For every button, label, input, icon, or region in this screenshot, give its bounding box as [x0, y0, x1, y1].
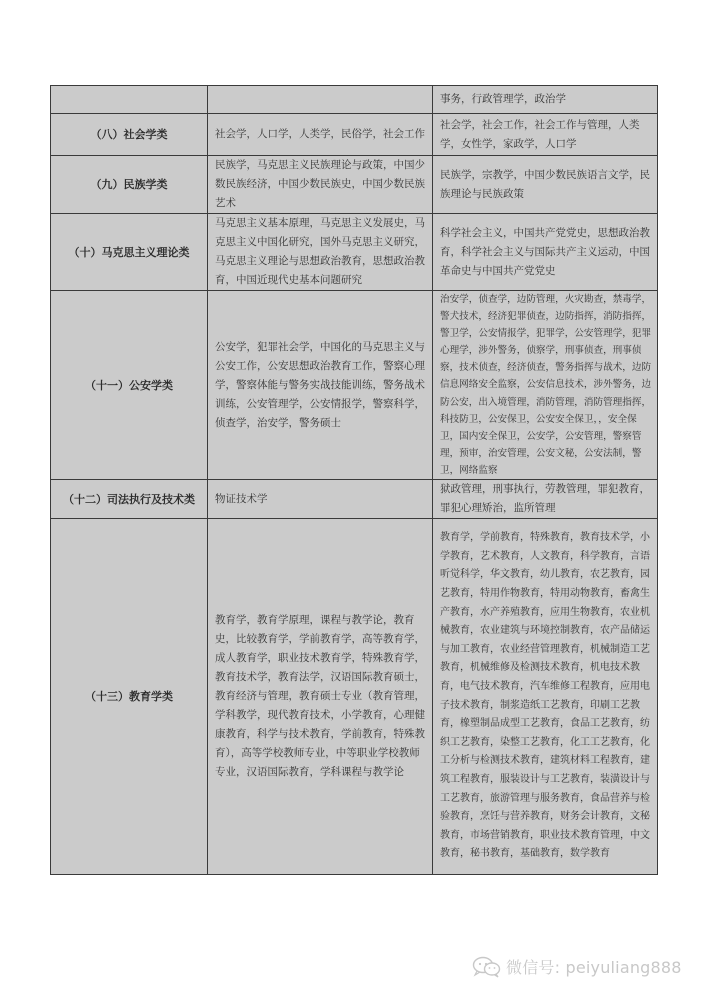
- table-row: [51, 86, 658, 114]
- table-row: [51, 214, 658, 291]
- related-majors-cell: 教育学，学前教育，特殊教育，教育技术学，小学教育，艺术教育，人文教育，科学教育，言语听觉科学，华文教育，幼儿教育，农艺教育，园艺教育，特用作物教育，特用动物教育，畜禽生产教育，水产养殖教育，应用生物教育，农业机械教育，农业建筑与环境控制教育，农产品储运与加工教育，农业经营管理教育，机械制造工艺教育，机械维修及检测技术教育，机电技术教育，电气技术教育，汽车维修工程教育，应用电子技术教育，制浆造纸工艺教育，印刷工艺教育，橡塑制品成型工艺教育，食品工艺教育，纺织工艺教育，染整工艺教育，化工工艺教育，化工分析与检测技术教育，建筑材料工程教育，建筑工程教育，服装设计与工艺教育，装潢设计与工艺教育，旅游管理与服务教育，食品营养与检验教育，烹饪与营养教育，财务会计教育，文秘教育，市场营销教育，职业技术教育管理，中文教育，秘书教育，基础教育，数学教育: [433, 519, 658, 875]
- undergrad-majors-cell: [208, 86, 433, 114]
- majors-table: [50, 85, 658, 875]
- table-row: [51, 480, 658, 519]
- category-cell: （十二）司法执行及技术类: [51, 480, 208, 519]
- watermark-text: 微信号: peiyuliang888: [506, 958, 682, 977]
- undergrad-majors-cell: 物证技术学: [208, 480, 433, 519]
- undergrad-majors-cell: 公安学，犯罪社会学，中国化的马克思主义与公安工作，公安思想政治教育工作，警察心理学，警察体能与警务实战技能训练，警务战术训练，公安管理学，公安情报学，警察科学，侦查学，治安学，警务硕士: [208, 291, 433, 480]
- undergrad-majors-cell: 马克思主义基本原理，马克思主义发展史，马克思主义中国化研究，国外马克思主义研究，马克思主义理论与思想政治教育，思想政治教育，中国近现代史基本问题研究: [208, 214, 433, 291]
- category-cell: （十）马克思主义理论类: [51, 214, 208, 291]
- category-cell: [51, 86, 208, 114]
- table-row: [51, 291, 658, 480]
- category-cell: （九）民族学类: [51, 156, 208, 214]
- undergrad-majors-cell: 教育学，教育学原理，课程与教学论，教育史，比较教育学，学前教育学，高等教育学，成人教育学，职业技术教育学，特殊教育学，教育技术学，教育法学，汉语国际教育硕士，教育经济与管理，教育硕士专业（教育管理，学科教学，现代教育技术，小学教育，心理健康教育，科学与技术教育，学前教育，特殊教育），高等学校教师专业，中等职业学校教师专业，汉语国际教育，学科课程与教学论: [208, 519, 433, 875]
- related-majors-cell: 科学社会主义，中国共产党党史，思想政治教育，科学社会主义与国际共产主义运动，中国革命史与中国共产党党史: [433, 214, 658, 291]
- wechat-icon: [472, 956, 502, 978]
- category-cell: （十三）教育学类: [51, 519, 208, 875]
- related-majors-cell: 治安学，侦查学，边防管理，火灾勘查，禁毒学，警犬技术，经济犯罪侦查，边防指挥，消防指挥，警卫学，公安情报学，犯罪学，公安管理学，犯罪心理学，涉外警务，侦察学，刑事侦查，刑事侦察，技术侦查，经济侦查，警务指挥与战术，边防信息网络安全监察，公安信息技术，涉外警务，边防公安，出入境管理，消防管理，消防管理指挥，科技防卫，公安保卫，公安安全保卫，，安全保卫，国内安全保卫，公安学，公安管理，警察管理，预审，治安管理，公安文秘，公安法制，警卫，网络监察: [433, 291, 658, 480]
- table-row: [51, 156, 658, 214]
- category-cell: （八）社会学类: [51, 114, 208, 156]
- related-majors-cell: 社会学，社会工作，社会工作与管理，人类学，女性学，家政学，人口学: [433, 114, 658, 156]
- undergrad-majors-cell: 社会学，人口学，人类学，民俗学，社会工作: [208, 114, 433, 156]
- related-majors-cell: 狱政管理，刑事执行，劳教管理，罪犯教育，罪犯心理矫治，监所管理: [433, 480, 658, 519]
- category-cell: （十一）公安学类: [51, 291, 208, 480]
- related-majors-cell: 事务，行政管理学，政治学: [433, 86, 658, 114]
- wechat-watermark: [472, 955, 682, 978]
- table-row: [51, 519, 658, 875]
- undergrad-majors-cell: 民族学，马克思主义民族理论与政策，中国少数民族经济，中国少数民族史，中国少数民族艺术: [208, 156, 433, 214]
- related-majors-cell: 民族学，宗教学，中国少数民族语言文学，民族理论与民族政策: [433, 156, 658, 214]
- table-row: [51, 114, 658, 156]
